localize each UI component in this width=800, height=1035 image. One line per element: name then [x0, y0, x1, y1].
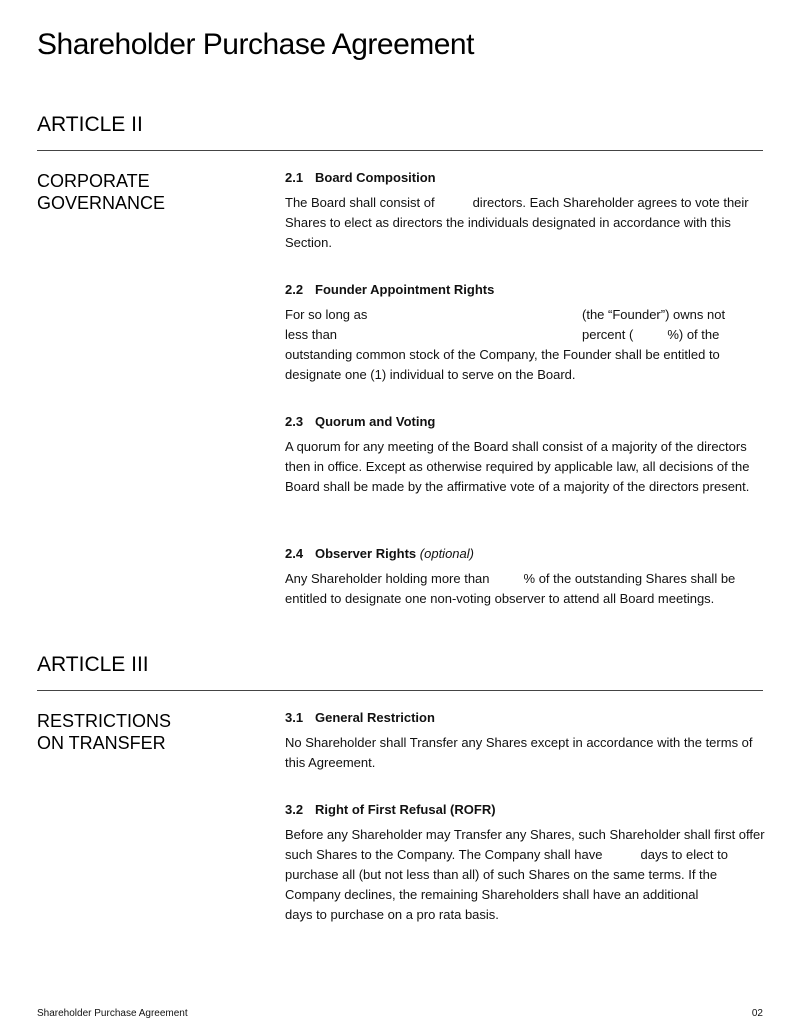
section-2-2-body [285, 305, 765, 385]
article-iii-divider [37, 690, 763, 691]
section-2-3-body: A quorum for any meeting of the Board shall consist of a majority of the directors then in office. Except as otherwise required by applicable law, all decisions of the Board shall be made by the affirmative vote of a majority of the directors present. [285, 439, 750, 494]
section-2-1-heading [285, 169, 765, 187]
section-text: % of the outstanding Shares shall be entitled to designate one non-voting observer to attend all Board meetings. [285, 571, 736, 606]
section-number: 2.4 [285, 546, 304, 561]
section-2-4-body [285, 569, 765, 609]
article-iii-name: RESTRICTIONS ON TRANSFER [37, 711, 172, 753]
section-text: Any Shareholder holding more than [285, 571, 490, 586]
section-2-2-heading [285, 281, 765, 299]
article-ii-heading: ARTICLE II [37, 113, 143, 136]
document-title: Shareholder Purchase Agreement [37, 28, 474, 61]
section-title: Observer Rights [315, 546, 417, 561]
section-2-4-heading [285, 545, 765, 563]
article-ii-divider [37, 150, 763, 151]
section-2-3 [285, 413, 765, 497]
section-3-1-body: No Shareholder shall Transfer any Shares except in accordance with the terms of this Agreement. [285, 735, 753, 770]
section-number: 2.2 [285, 282, 304, 297]
article-iii-heading: ARTICLE III [37, 653, 149, 676]
section-2-2 [285, 281, 765, 385]
article-ii-name: CORPORATE GOVERNANCE [37, 171, 166, 213]
section-3-2-heading [285, 801, 765, 819]
section-text: %) of the [667, 327, 720, 342]
section-text: directors. Each Shareholder agrees to vote their Shares to elect as directors the individuals designated in accordance with this Section. [285, 195, 749, 250]
section-number: 2.3 [285, 414, 304, 429]
section-title-note: (optional) [419, 546, 474, 561]
page-number: 02 [751, 1008, 763, 1019]
section-2-1 [285, 169, 765, 253]
section-number: 3.2 [285, 802, 304, 817]
section-number: 3.1 [285, 710, 304, 725]
section-title: Right of First Refusal (ROFR) [315, 802, 496, 817]
section-3-2-body [285, 825, 765, 925]
section-2-4 [285, 545, 765, 609]
section-text: For so long as [285, 307, 368, 322]
section-title: Founder Appointment Rights [315, 282, 495, 297]
section-text: (the “Founder”) owns not [582, 307, 726, 322]
section-3-2 [285, 801, 765, 925]
section-text: Before any Shareholder may Transfer any Shares, such Shareholder shall first offer such Shares to the Company. The Company shall have [285, 827, 765, 862]
section-title: Quorum and Voting [315, 414, 436, 429]
section-text: percent ( [582, 327, 634, 342]
section-text: outstanding common stock of the Company, the Founder shall be entitled to designate one (1) individual to serve on the Board. [285, 347, 720, 382]
section-3-1 [285, 709, 765, 773]
section-number: 2.1 [285, 170, 304, 185]
section-3-1-heading [285, 709, 765, 727]
section-2-1-body [285, 193, 765, 253]
section-title: General Restriction [315, 710, 435, 725]
section-text: days to elect to purchase all (but not less than all) of such Shares on the same terms. If the Company declines, the remaining Shareholders shall have an additional [285, 847, 728, 902]
section-text: The Board shall consist of [285, 195, 435, 210]
section-text: less than [285, 327, 338, 342]
section-title: Board Composition [315, 170, 436, 185]
section-2-3-heading [285, 413, 765, 431]
footer-document-title: Shareholder Purchase Agreement [37, 1008, 188, 1019]
section-text: days to purchase on a pro rata basis. [285, 907, 499, 922]
